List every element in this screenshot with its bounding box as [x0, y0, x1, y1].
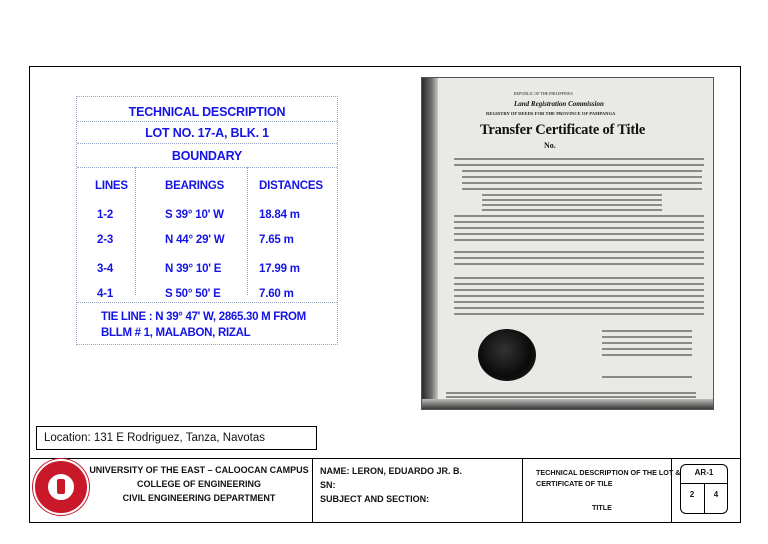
- cert-header-republic: REPUBLIC OF THE PHILIPPINES: [514, 91, 573, 96]
- tie-line-text: TIE LINE : N 39° 47' W, 2865.30 M FROM: [101, 311, 306, 323]
- row-distance: 7.65 m: [259, 234, 294, 246]
- tech-desc-title: TECHNICAL DESCRIPTION: [128, 105, 286, 119]
- header-lines: LINES: [95, 180, 128, 192]
- table-divider: [77, 121, 337, 122]
- certificate-text-line: [454, 164, 704, 166]
- location-field: Location: 131 E Rodriguez, Tanza, Navotas: [36, 426, 317, 450]
- certificate-text-line: [446, 392, 696, 394]
- certificate-text-line: [454, 251, 704, 253]
- drawing-title-line-2: CERTIFICATE OF TILE: [536, 479, 613, 488]
- certificate-text-line: [454, 301, 704, 303]
- row-distance: 17.99 m: [259, 263, 300, 275]
- technical-description-table: [76, 96, 338, 345]
- row-line: 4-1: [97, 288, 114, 300]
- certificate-text-line: [602, 330, 692, 332]
- college-name: COLLEGE OF ENGINEERING: [136, 479, 261, 489]
- certificate-text-line: [482, 204, 662, 206]
- column-divider: [135, 167, 136, 295]
- seal-icon: [478, 329, 536, 381]
- certificate-text-line: [454, 227, 704, 229]
- boundary-heading: BOUNDARY: [171, 149, 243, 163]
- certificate-text-line: [462, 188, 702, 190]
- row-line: 1-2: [97, 209, 114, 221]
- student-number: SN:: [320, 480, 336, 490]
- certificate-text-line: [602, 354, 692, 356]
- certificate-text-line: [462, 176, 702, 178]
- cert-number: No.: [544, 141, 556, 150]
- scan-shadow-bottom: [422, 399, 713, 409]
- certificate-text-line: [482, 194, 662, 196]
- university-name: UNIVERSITY OF THE EAST – CALOOCAN CAMPUS: [89, 465, 309, 475]
- certificate-text-line: [454, 295, 704, 297]
- row-bearing: N 44° 29' W: [165, 234, 225, 246]
- certificate-text-line: [454, 283, 704, 285]
- cert-header-commission: Land Registration Commission: [514, 100, 604, 108]
- certificate-text-line: [454, 215, 704, 217]
- sheet-total: 4: [713, 490, 719, 499]
- table-divider: [77, 167, 337, 168]
- certificate-text-line: [602, 342, 692, 344]
- row-bearing: N 39° 10' E: [165, 263, 222, 275]
- certificate-text-line: [454, 239, 704, 241]
- table-divider: [77, 302, 337, 303]
- row-line: 3-4: [97, 263, 114, 275]
- certificate-text-line: [454, 233, 704, 235]
- cert-title: Transfer Certificate of Title: [480, 122, 646, 138]
- drawing-title-line-1: TECHNICAL DESCRIPTION OF THE LOT &: [536, 468, 681, 477]
- certificate-text-line: [482, 209, 662, 211]
- certificate-text-line: [454, 257, 704, 259]
- title-block-divider: [312, 459, 313, 523]
- row-bearing: S 50° 50' E: [165, 288, 221, 300]
- university-logo-icon: [33, 459, 89, 515]
- title-block-divider: [522, 459, 523, 523]
- header-distances: DISTANCES: [259, 180, 323, 192]
- row-bearing: S 39° 10' W: [165, 209, 224, 221]
- sheet-number: 2: [689, 490, 695, 499]
- student-name: NAME: LERON, EDUARDO JR. B.: [320, 466, 463, 476]
- certificate-text-line: [454, 313, 704, 315]
- department-name: CIVIL ENGINEERING DEPARTMENT: [122, 493, 276, 503]
- certificate-text-line: [454, 289, 704, 291]
- scan-shadow-left: [422, 78, 438, 409]
- tie-line-reference: BLLM # 1, MALABON, RIZAL: [101, 327, 251, 339]
- certificate-text-line: [462, 182, 702, 184]
- row-distance: 7.60 m: [259, 288, 294, 300]
- certificate-text-line: [482, 199, 662, 201]
- certificate-text-line: [602, 348, 692, 350]
- certificate-text-line: [602, 376, 692, 378]
- certificate-text-line: [454, 158, 704, 160]
- header-bearings: BEARINGS: [165, 180, 225, 192]
- certificate-text-line: [462, 170, 702, 172]
- certificate-text-line: [446, 396, 696, 398]
- certificate-text-line: [454, 307, 704, 309]
- lot-number: LOT NO. 17-A, BLK. 1: [145, 126, 269, 140]
- row-line: 2-3: [97, 234, 114, 246]
- column-divider: [247, 167, 248, 295]
- certificate-text-line: [602, 336, 692, 338]
- certificate-text-line: [454, 263, 704, 265]
- certificate-text-line: [454, 221, 704, 223]
- title-label: TITLE: [592, 503, 612, 512]
- cert-header-registry: REGISTRY OF DEEDS FOR THE PROVINCE OF PAMPANGA: [486, 111, 616, 116]
- row-distance: 18.84 m: [259, 209, 300, 221]
- certificate-text-line: [454, 277, 704, 279]
- subject-section: SUBJECT AND SECTION:: [320, 494, 430, 504]
- transfer-certificate-image: [421, 77, 714, 410]
- sheet-code: AR-1: [694, 468, 714, 477]
- table-divider: [77, 143, 337, 144]
